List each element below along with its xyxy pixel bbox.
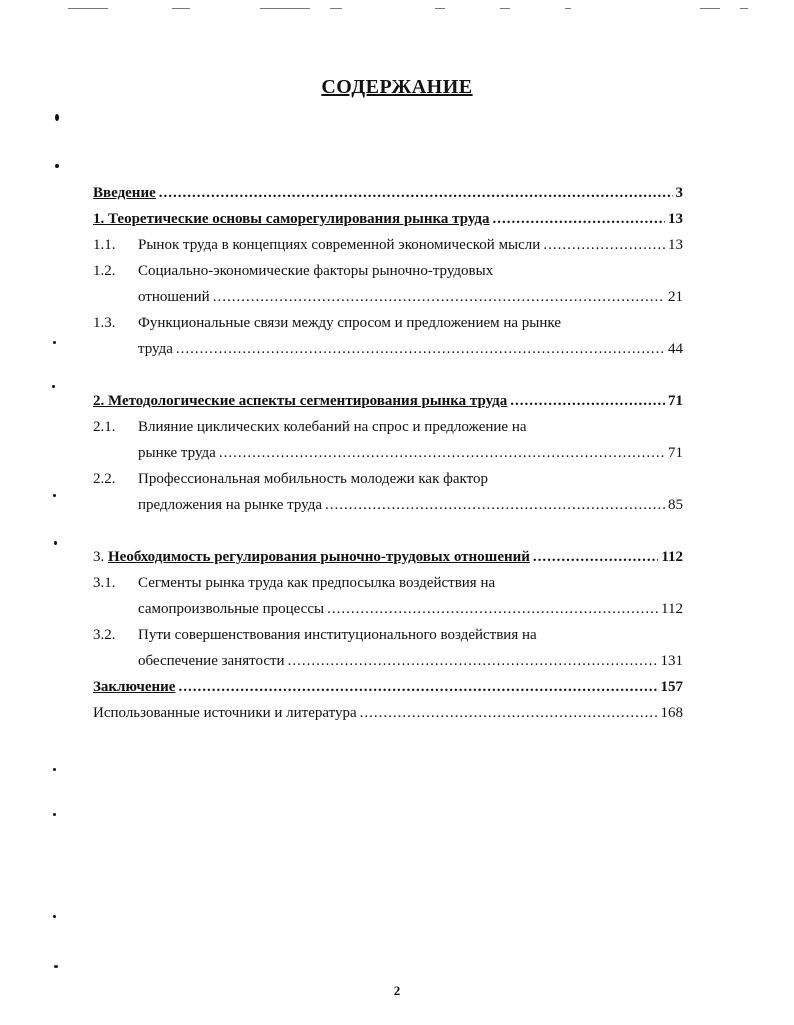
toc-entry-label: Использованные источники и литература — [93, 705, 357, 721]
dot-leader — [327, 596, 658, 622]
toc-page-number: 112 — [661, 549, 683, 565]
page-number: 2 — [393, 983, 401, 998]
toc-entry-label: Сегменты рынка труда как предпосылка воздействия на — [138, 575, 496, 591]
dot-leader — [543, 232, 665, 258]
toc-entry-chapter-3[interactable] — [93, 544, 683, 570]
toc-section-number: 1.2. — [93, 263, 116, 279]
dot-leader — [176, 336, 665, 362]
toc-section-number: 2.2. — [93, 471, 116, 487]
toc-entry-1-3[interactable] — [93, 310, 683, 362]
toc-entry-3-2[interactable] — [93, 622, 683, 674]
toc-entry-label-continued: самопроизвольные процессы — [138, 601, 325, 617]
toc-entry-label-continued: обеспечение занятости — [138, 653, 285, 669]
table-of-contents — [93, 180, 683, 726]
toc-entry-label: Пути совершенствования институционального воздействия на — [138, 627, 537, 643]
toc-page-number: 112 — [661, 601, 683, 617]
toc-section-number: 1.3. — [93, 315, 116, 331]
toc-entry-label: Введение — [93, 185, 156, 201]
toc-entry-conclusion[interactable] — [93, 674, 683, 700]
toc-page-number: 3 — [675, 185, 683, 201]
toc-entry-label-continued: предложения на рынке труда — [138, 497, 323, 513]
toc-page-number: 44 — [668, 341, 683, 357]
spacer — [93, 518, 683, 544]
toc-entry-2-2[interactable] — [93, 466, 683, 518]
toc-entry-label-continued: труда — [138, 341, 173, 357]
toc-entry-label: Функциональные связи между спросом и предложением на рынке — [138, 315, 561, 331]
toc-entry-label-continued: рынке труда — [138, 445, 216, 461]
toc-entry-label: 2. Методологические аспекты сегментирования рынка труда — [93, 393, 508, 409]
toc-section-number: 3.1. — [93, 575, 116, 591]
toc-entry-intro[interactable] — [93, 180, 683, 206]
toc-page-number: 168 — [660, 705, 683, 721]
toc-page-number: 85 — [668, 497, 683, 513]
dot-leader — [533, 544, 658, 570]
toc-section-number: 3.2. — [93, 627, 116, 643]
toc-entry-2-1[interactable] — [93, 414, 683, 466]
toc-page-number: 131 — [660, 653, 683, 669]
toc-entry-3-1[interactable] — [93, 570, 683, 622]
toc-page-number: 157 — [660, 679, 683, 695]
toc-entry-1-1[interactable] — [93, 232, 683, 258]
toc-section-number: 2.1. — [93, 419, 116, 435]
toc-page-number: 13 — [668, 237, 683, 253]
toc-page-number: 71 — [668, 393, 683, 409]
dot-leader — [219, 440, 665, 466]
dot-leader — [178, 674, 657, 700]
page-title: СОДЕРЖАНИЕ — [321, 76, 473, 98]
toc-entry-label-continued: отношений — [138, 289, 210, 305]
toc-entry-chapter-1[interactable] — [93, 206, 683, 232]
toc-entry-label: Рынок труда в концепциях современной экономической мысли — [138, 237, 541, 253]
toc-entry-label: Социально-экономические факторы рыночно-трудовых — [138, 263, 494, 279]
dot-leader — [288, 648, 658, 674]
toc-entry-label: Профессиональная мобильность молодежи как фактор — [138, 471, 488, 487]
dot-leader — [159, 180, 673, 206]
scan-artifact-top — [60, 6, 760, 12]
toc-entry-sources[interactable] — [93, 700, 683, 726]
toc-chapter-number: 3. — [93, 549, 105, 565]
toc-section-number: 1.1. — [93, 237, 116, 253]
dot-leader — [213, 284, 665, 310]
toc-entry-label: Необходимость регулирования рыночно-трудовых отношений — [108, 549, 530, 565]
toc-entry-chapter-2[interactable] — [93, 388, 683, 414]
toc-entry-label: 1. Теоретические основы саморегулирования рынка труда — [93, 211, 490, 227]
dot-leader — [493, 206, 665, 232]
dot-leader — [325, 492, 665, 518]
toc-entry-1-2[interactable] — [93, 258, 683, 310]
spacer — [93, 362, 683, 388]
dot-leader — [360, 700, 658, 726]
toc-page-number: 71 — [668, 445, 683, 461]
toc-entry-label: Влияние циклических колебаний на спрос и предложение на — [138, 419, 527, 435]
toc-page-number: 13 — [668, 211, 683, 227]
dot-leader — [510, 388, 665, 414]
toc-entry-label: Заключение — [93, 679, 176, 695]
toc-page-number: 21 — [668, 289, 683, 305]
